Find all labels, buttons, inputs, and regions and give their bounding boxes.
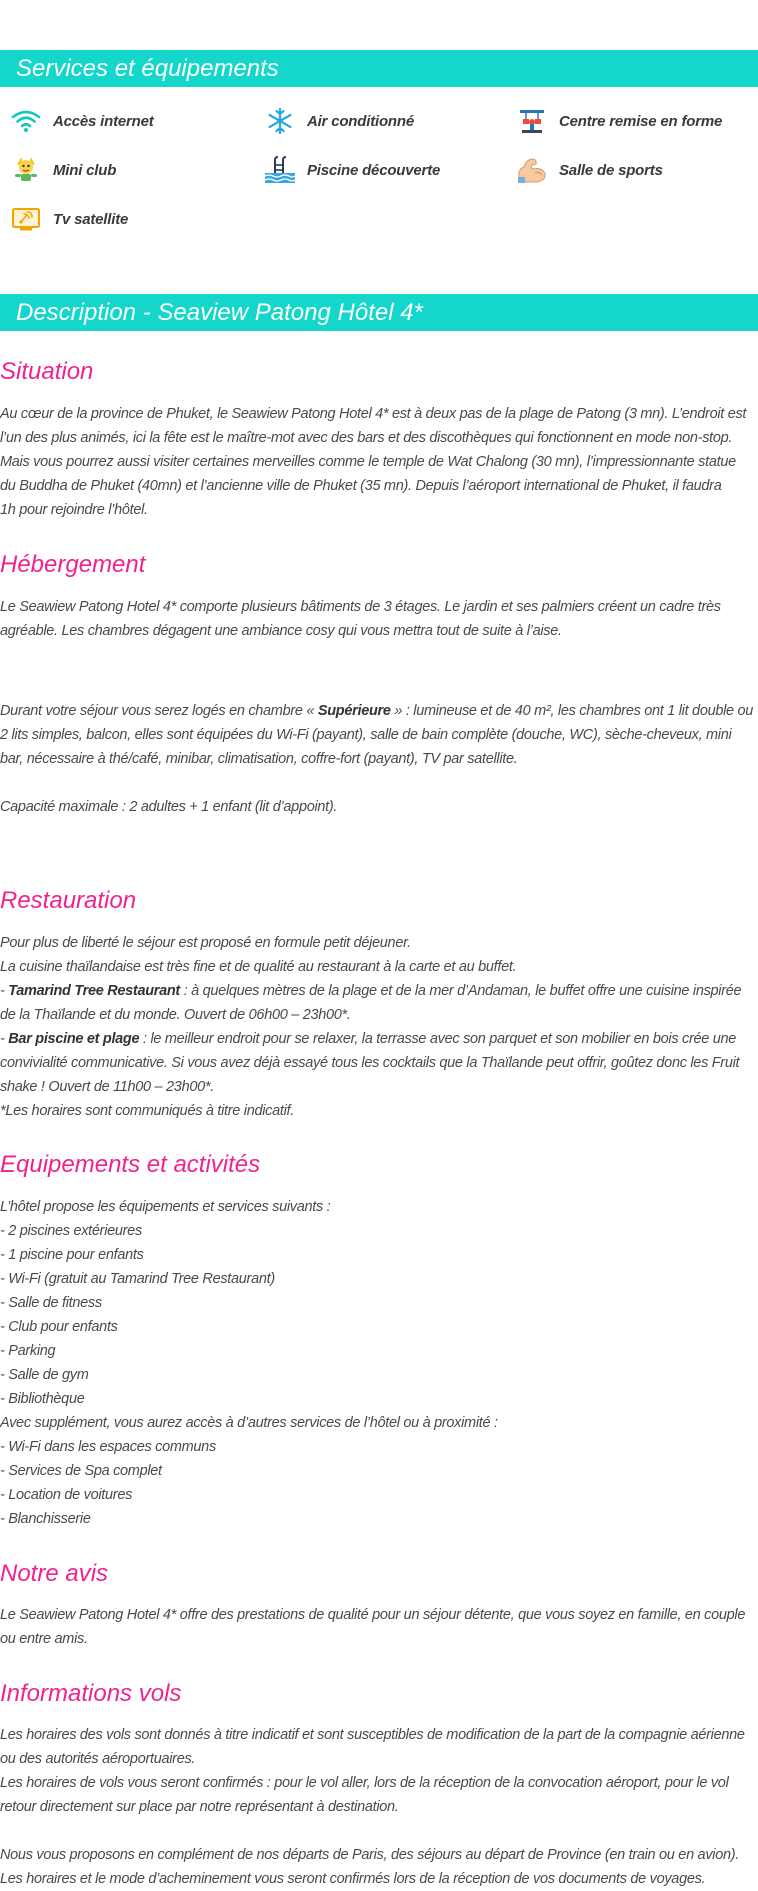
room-prefix: Durant votre séjour vous serez logés en chambre « (0, 703, 318, 719)
service-label: Mini club (53, 161, 117, 179)
list-item: - Bibliothèque (0, 1391, 85, 1407)
text-line: ou entre amis. (0, 1631, 88, 1647)
list-item: - Wi-Fi dans les espaces communs (0, 1439, 216, 1455)
text-line: Nous vous proposons en complément de nos départs de Paris, des séjours au départ de Province (en train ou en avion). (0, 1847, 739, 1863)
text-line: convivialité communicative. Si vous avez déjà essayé tous les cocktails que la Thaïlande peut offrir, goûtez donc les Fruit (0, 1055, 740, 1071)
text-line: 2 lits simples, balcon, elles sont équipées du Wi-Fi (payant), salle de bain complète (douche, WC), sèche-cheveux, mini (0, 727, 732, 743)
tamarind-restaurant-name: Tamarind Tree Restaurant (8, 983, 180, 999)
dash: - (0, 983, 9, 999)
vols-text (0, 1723, 758, 1819)
situation-heading: Situation (0, 358, 94, 385)
tamarind-restaurant-text: : à quelques mètres de la plage et de la mer d’Andaman, le buffet offre une cuisine inspirée (179, 983, 742, 999)
service-item-mini-club (10, 155, 116, 185)
restauration-heading: Restauration (0, 887, 137, 914)
text-line: Pour plus de liberté le séjour est proposé en formule petit déjeuner. (0, 935, 411, 951)
text-line: retour directement sur place par notre représentant à destination. (0, 1799, 399, 1815)
text-line: shake ! Ouvert de 11h00 – 23h00*. (0, 1079, 214, 1095)
service-label: Centre remise en forme (559, 112, 723, 130)
text-line: Capacité maximale : 2 adultes + 1 enfant (lit d’appoint). (0, 799, 338, 815)
text-line: du Buddha de Phuket (40mn) et l’ancienne ville de Phuket (35 mn). Depuis l’aéroport international de Phuket, il faudra (0, 478, 722, 494)
dash: - (0, 1031, 9, 1047)
hebergement-capacity (0, 795, 758, 819)
text-line: 1h pour rejoindre l’hôtel. (0, 502, 148, 518)
text-line (0, 979, 758, 1003)
kids-club-icon (10, 155, 42, 185)
description-title: Description - Seaview Patong Hôtel 4* (16, 299, 423, 326)
vols-heading: Informations vols (0, 1680, 182, 1707)
text-line: l’un des plus animés, ici la fête est le maître-mot avec des bars et des discothèques qui fonctionnent en mode non-stop. (0, 430, 733, 446)
tv-icon (10, 204, 42, 234)
text-line: Les horaires et le mode d’acheminement vous seront confirmés lors de la réception de vos documents de voyages. (0, 1871, 706, 1887)
pool-icon (264, 155, 296, 185)
situation-text (0, 402, 758, 522)
text-line: *Les horaires sont communiqués à titre indicatif. (0, 1103, 294, 1119)
text-line (0, 1027, 758, 1051)
bar-text: : le meilleur endroit pour se relaxer, la terrasse avec son parquet et son mobilier en bois crée une (139, 1031, 737, 1047)
list-item: - Wi-Fi (gratuit au Tamarind Tree Restaurant) (0, 1271, 275, 1287)
room-suffix: » : lumineuse et de 40 m², les chambres ont 1 lit double ou (390, 703, 754, 719)
list-item: L’hôtel propose les équipements et services suivants : (0, 1199, 331, 1215)
bar-name: Bar piscine et plage (8, 1031, 140, 1047)
muscle-icon (516, 155, 548, 185)
service-item-pool (264, 155, 440, 185)
text-line: Les horaires des vols sont donnés à titre indicatif et sont susceptibles de modification de la part de la compagnie aérienne (0, 1727, 745, 1743)
service-label: Accès internet (53, 112, 154, 130)
list-item: - 2 piscines extérieures (0, 1223, 142, 1239)
text-line: La cuisine thaïlandaise est très fine et de qualité au restaurant à la carte et au buffet. (0, 959, 517, 975)
service-item-satellite-tv (10, 204, 128, 234)
equipements-heading: Equipements et activités (0, 1151, 261, 1178)
fitness-icon (516, 106, 548, 136)
text-line: Le Seawiew Patong Hotel 4* comporte plusieurs bâtiments de 3 étages. Le jardin et ses palmiers créent un cadre très (0, 599, 721, 615)
list-item: - Services de Spa complet (0, 1463, 162, 1479)
list-item: - Club pour enfants (0, 1319, 118, 1335)
services-banner (0, 50, 758, 87)
text-line: de la Thaïlande et du monde. Ouvert de 06h00 – 23h00*. (0, 1007, 351, 1023)
text-line: ou des autorités aéroportuaires. (0, 1751, 196, 1767)
list-item: - 1 piscine pour enfants (0, 1247, 144, 1263)
restauration-text (0, 931, 758, 1123)
room-type: Supérieure (317, 703, 391, 719)
list-item: - Salle de fitness (0, 1295, 102, 1311)
hebergement-heading: Hébergement (0, 551, 146, 578)
list-item: - Parking (0, 1343, 56, 1359)
list-item: - Salle de gym (0, 1367, 89, 1383)
hebergement-room-description (0, 699, 758, 771)
service-item-fitness (516, 106, 722, 136)
service-label: Air conditionné (307, 112, 414, 130)
text-line: Mais vous pourrez aussi visiter certaines merveilles comme le temple de Wat Chalong (30 mn), l’impressionnante statue (0, 454, 736, 470)
wifi-icon (10, 106, 42, 136)
service-label: Salle de sports (559, 161, 663, 179)
service-label: Piscine découverte (307, 161, 441, 179)
service-item-air-conditioning (264, 106, 414, 136)
text-line (0, 699, 758, 723)
text-line: Le Seawiew Patong Hotel 4* offre des prestations de qualité pour un séjour détente, que vous soyez en famille, en couple (0, 1607, 746, 1623)
description-banner (0, 294, 758, 331)
text-line: Les horaires de vols vous seront confirmés : pour le vol aller, lors de la réception de la convocation aéroport, pour le vol (0, 1775, 729, 1791)
service-item-gym (516, 155, 663, 185)
list-item: Avec supplément, vous aurez accès à d’autres services de l’hôtel ou à proximité : (0, 1415, 498, 1431)
avis-heading: Notre avis (0, 1560, 109, 1587)
vols-province-text (0, 1843, 758, 1891)
service-item-internet (10, 106, 154, 136)
text-line: Au cœur de la province de Phuket, le Seawiew Patong Hotel 4* est à deux pas de la plage de Patong (3 mn). L’endroit est (0, 406, 747, 422)
text-line: agréable. Les chambres dégagent une ambiance cosy qui vous mettra tout de suite à l’aise. (0, 623, 562, 639)
list-item: - Blanchisserie (0, 1511, 91, 1527)
avis-text (0, 1603, 758, 1651)
text-line: bar, nécessaire à thé/café, minibar, climatisation, coffre-fort (payant), TV par satellite. (0, 751, 518, 767)
hebergement-intro (0, 595, 758, 643)
list-item: - Location de voitures (0, 1487, 133, 1503)
snowflake-icon (264, 106, 296, 136)
services-title: Services et équipements (16, 55, 279, 82)
service-label: Tv satellite (53, 210, 129, 228)
equipements-list (0, 1195, 758, 1531)
